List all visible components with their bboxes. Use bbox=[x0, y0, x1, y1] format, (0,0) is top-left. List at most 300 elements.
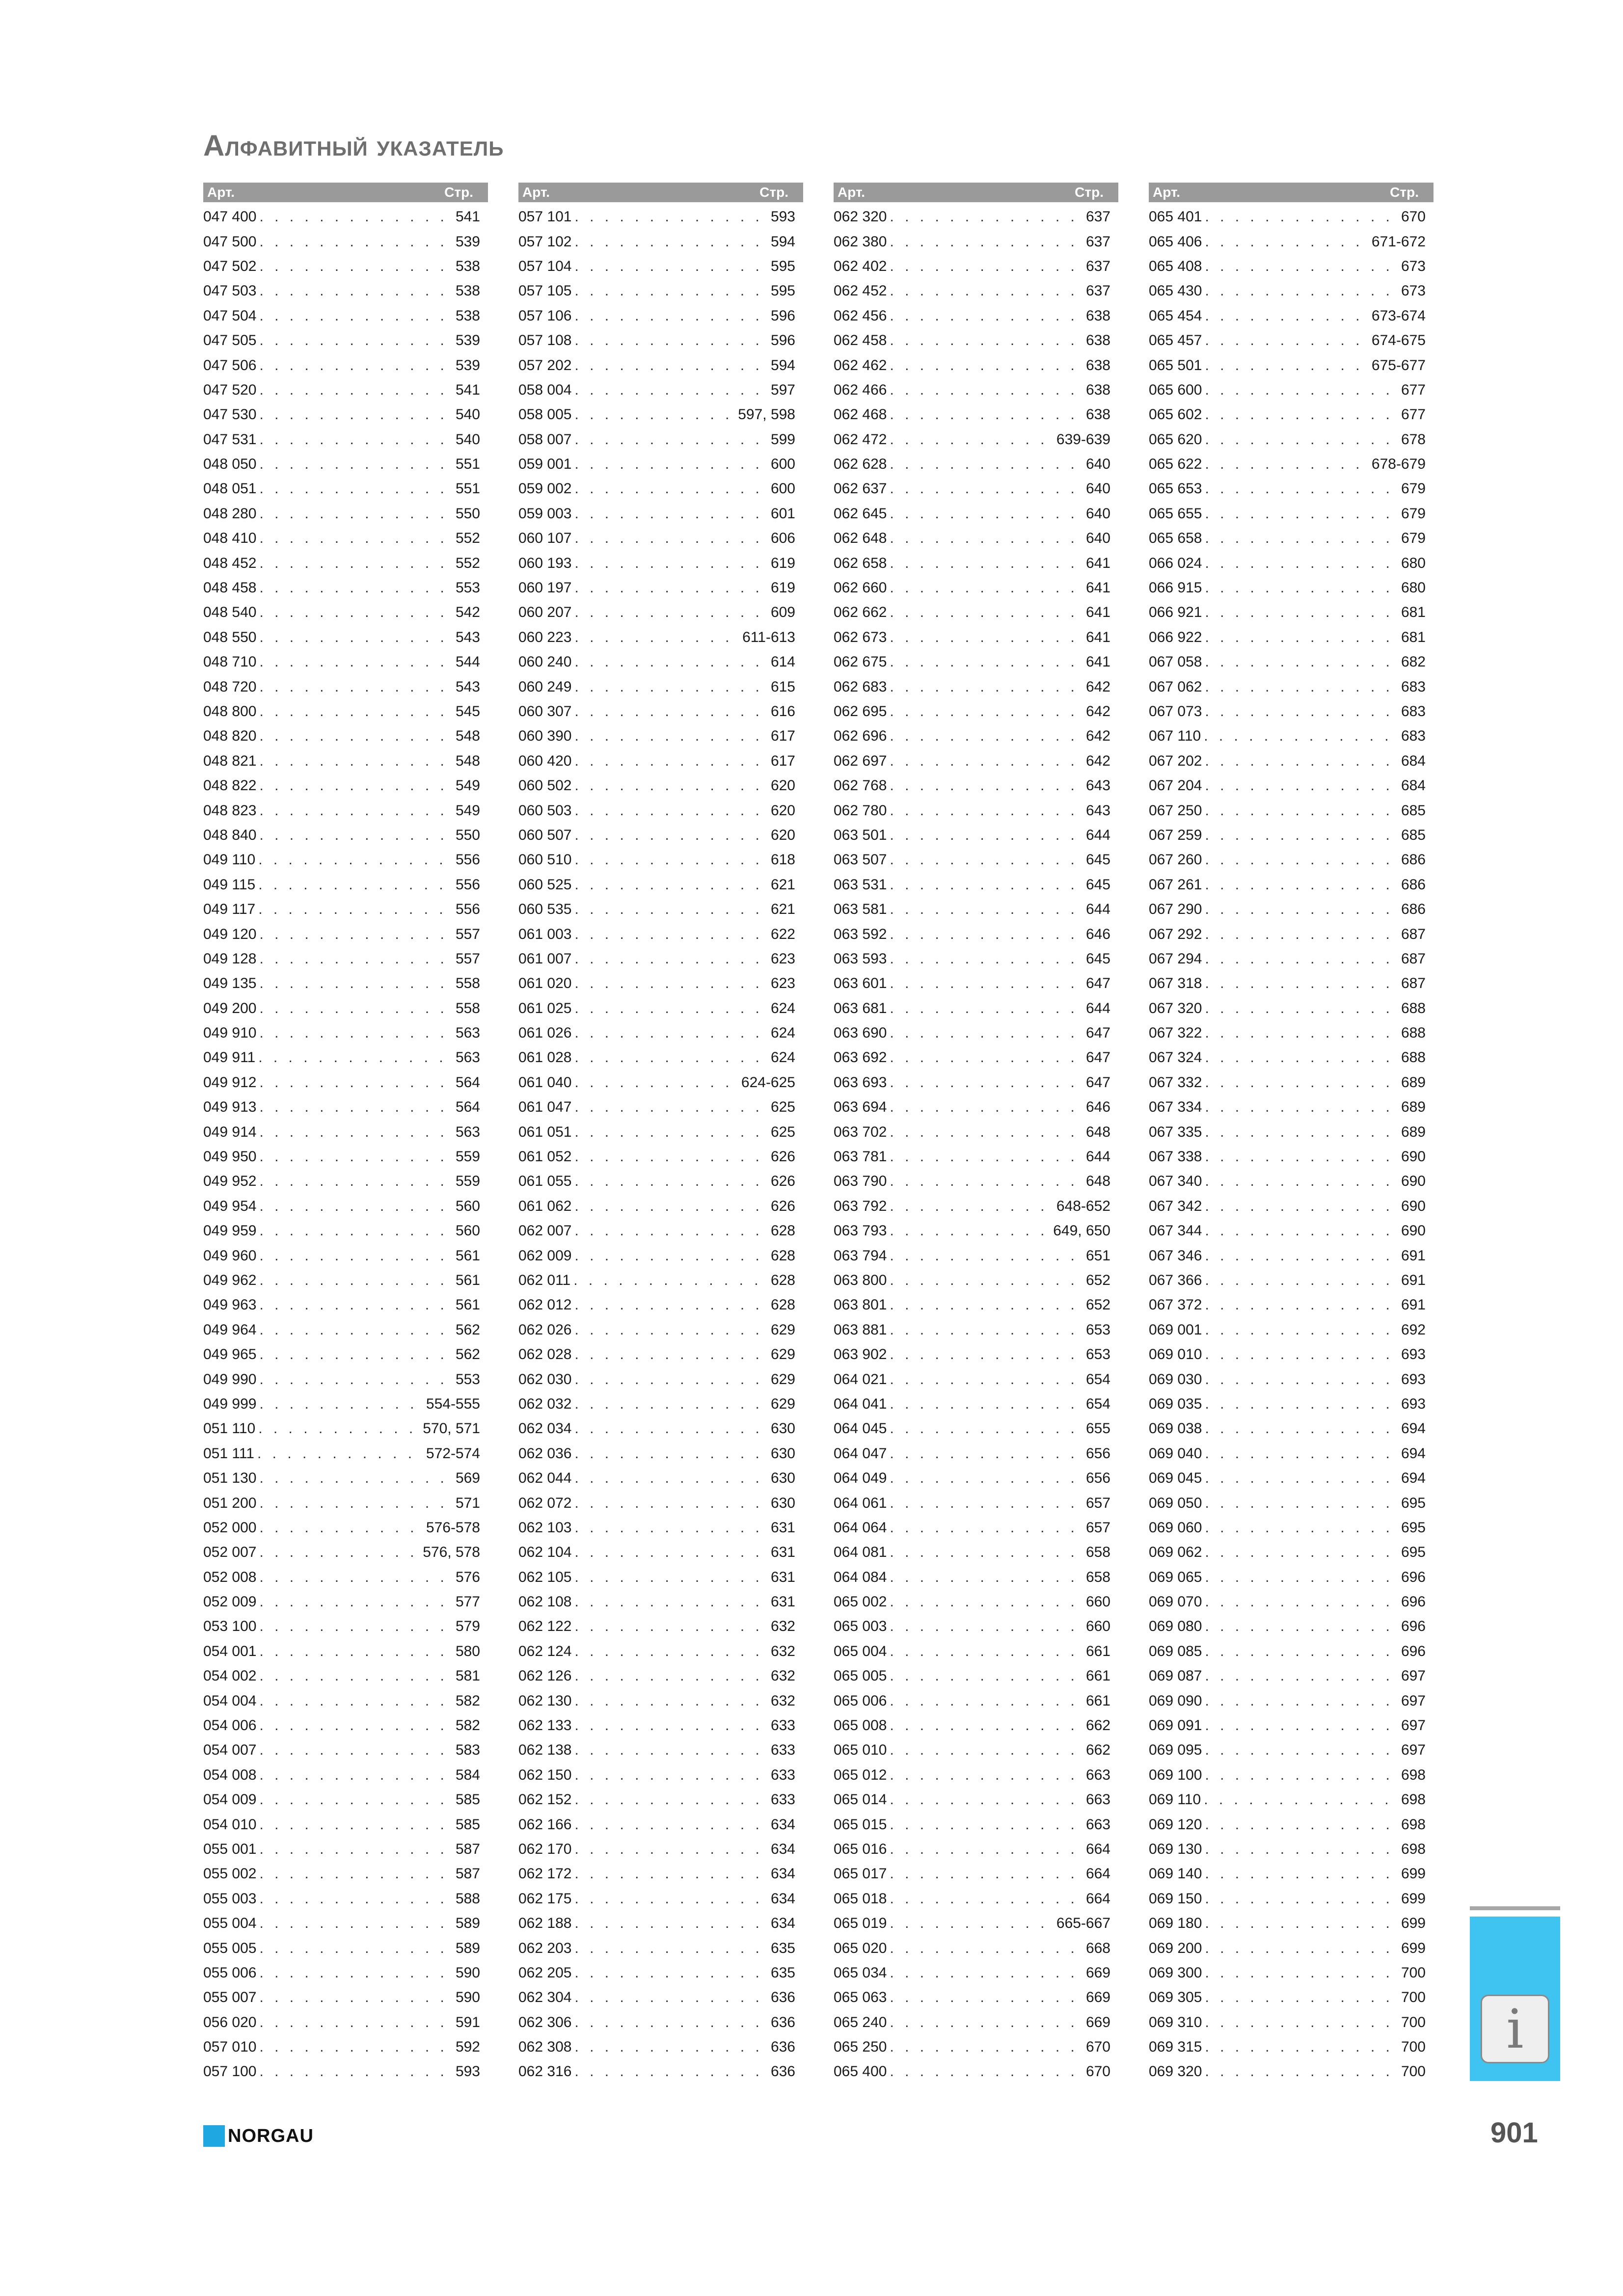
leader-dots bbox=[1205, 777, 1398, 794]
leader-dots bbox=[890, 877, 1082, 893]
page-reference: 638 bbox=[1085, 381, 1110, 398]
article-number: 062 472 bbox=[834, 431, 887, 448]
page-reference: 693 bbox=[1401, 1346, 1426, 1363]
article-number: 060 525 bbox=[518, 876, 572, 893]
article-number: 062 026 bbox=[518, 1321, 572, 1338]
leader-dots bbox=[1205, 1470, 1398, 1487]
leader-dots bbox=[1205, 753, 1398, 770]
article-number: 067 338 bbox=[1149, 1148, 1202, 1165]
leader-dots bbox=[259, 1965, 452, 1981]
leader-dots bbox=[259, 1198, 452, 1215]
leader-dots bbox=[1205, 555, 1398, 572]
index-entry bbox=[1149, 1887, 1434, 1911]
page-reference: 679 bbox=[1401, 505, 1426, 522]
leader-dots bbox=[1205, 1049, 1398, 1066]
leader-dots bbox=[890, 1371, 1082, 1388]
index-entry bbox=[518, 1788, 803, 1812]
index-entry bbox=[834, 922, 1118, 946]
index-entry bbox=[834, 328, 1118, 353]
leader-dots bbox=[574, 2063, 767, 2080]
article-number: 067 340 bbox=[1149, 1173, 1202, 1190]
index-entry bbox=[518, 1243, 803, 1268]
leader-dots bbox=[259, 1989, 452, 2006]
index-entry bbox=[834, 229, 1118, 254]
index-entry bbox=[203, 1095, 488, 1120]
article-number: 061 051 bbox=[518, 1123, 572, 1140]
article-number: 067 322 bbox=[1149, 1025, 1202, 1041]
leader-dots bbox=[258, 852, 453, 868]
leader-dots bbox=[890, 975, 1082, 992]
leader-dots bbox=[890, 1668, 1082, 1684]
leader-dots bbox=[890, 1470, 1082, 1487]
index-entry bbox=[1149, 1293, 1434, 1317]
index-entry bbox=[518, 1466, 803, 1491]
page-reference: 597, 598 bbox=[738, 406, 795, 423]
leader-dots bbox=[259, 2039, 452, 2056]
index-entry bbox=[518, 1045, 803, 1070]
index-entry bbox=[1149, 1169, 1434, 1194]
article-number: 049 963 bbox=[203, 1297, 257, 1313]
index-entry bbox=[1149, 1342, 1434, 1367]
index-entry bbox=[518, 1887, 803, 1911]
index-entry bbox=[518, 1318, 803, 1342]
index-entry bbox=[1149, 1713, 1434, 1738]
page-reference: 576-578 bbox=[426, 1519, 480, 1536]
article-number: 065 406 bbox=[1149, 233, 1202, 250]
leader-dots bbox=[1205, 1767, 1398, 1784]
leader-dots bbox=[259, 1569, 452, 1586]
article-number: 048 820 bbox=[203, 728, 257, 745]
page-reference: 680 bbox=[1401, 580, 1426, 596]
article-number: 059 002 bbox=[518, 481, 572, 497]
article-number: 064 047 bbox=[834, 1445, 887, 1462]
index-entry bbox=[203, 1887, 488, 1911]
index-entry bbox=[834, 1070, 1118, 1095]
page-reference: 629 bbox=[770, 1321, 795, 1338]
index-entry bbox=[834, 1466, 1118, 1491]
index-entry bbox=[1149, 2059, 1434, 2084]
index-entry bbox=[1149, 2035, 1434, 2059]
index-entry bbox=[1149, 526, 1434, 551]
index-entry bbox=[203, 1342, 488, 1367]
article-number: 062 308 bbox=[518, 2039, 572, 2056]
leader-dots bbox=[1205, 1272, 1398, 1289]
index-entry bbox=[518, 1664, 803, 1688]
page-reference: 544 bbox=[455, 654, 480, 670]
page-reference: 690 bbox=[1401, 1198, 1426, 1214]
article-number: 065 015 bbox=[834, 1816, 887, 1833]
page-reference: 694 bbox=[1401, 1420, 1426, 1437]
leader-dots bbox=[890, 1297, 1082, 1313]
leader-dots bbox=[1205, 629, 1398, 646]
index-entry bbox=[834, 205, 1118, 229]
index-entry bbox=[518, 2035, 803, 2059]
index-entry bbox=[834, 600, 1118, 625]
article-number: 048 540 bbox=[203, 604, 257, 621]
index-entry bbox=[1149, 749, 1434, 774]
index-entry bbox=[203, 1837, 488, 1862]
article-number: 069 300 bbox=[1149, 1964, 1202, 1981]
index-entry bbox=[834, 1194, 1118, 1219]
index-entry bbox=[203, 1416, 488, 1441]
article-number: 067 250 bbox=[1149, 802, 1202, 819]
leader-dots bbox=[574, 506, 767, 522]
page-reference: 684 bbox=[1401, 777, 1426, 794]
leader-dots bbox=[1205, 2014, 1398, 2031]
page-reference: 644 bbox=[1085, 1000, 1110, 1016]
index-entry bbox=[518, 1367, 803, 1391]
article-number: 049 200 bbox=[203, 1000, 257, 1016]
leader-dots bbox=[574, 1445, 767, 1462]
article-number: 063 692 bbox=[834, 1049, 887, 1066]
leader-dots bbox=[259, 1000, 452, 1017]
page-reference: 539 bbox=[455, 357, 480, 374]
page-reference: 593 bbox=[455, 2063, 480, 2080]
index-entry bbox=[834, 1540, 1118, 1565]
index-entry bbox=[834, 1713, 1118, 1738]
leader-dots bbox=[574, 456, 767, 473]
leader-dots bbox=[1205, 234, 1368, 250]
page-reference: 588 bbox=[455, 1890, 480, 1907]
header-page: Стр. bbox=[1075, 185, 1104, 200]
leader-dots bbox=[890, 1866, 1082, 1882]
leader-dots bbox=[890, 332, 1082, 349]
article-number: 062 172 bbox=[518, 1866, 572, 1882]
leader-dots bbox=[890, 1445, 1082, 1462]
leader-dots bbox=[890, 1074, 1082, 1091]
index-entry bbox=[834, 279, 1118, 303]
page-reference: 635 bbox=[770, 1964, 795, 1981]
page-reference: 640 bbox=[1085, 481, 1110, 497]
page-reference: 640 bbox=[1085, 456, 1110, 473]
article-number: 047 505 bbox=[203, 332, 257, 349]
index-entry bbox=[203, 971, 488, 996]
page-reference: 541 bbox=[455, 381, 480, 398]
index-entry bbox=[203, 1516, 488, 1540]
article-number: 054 009 bbox=[203, 1791, 257, 1808]
article-number: 063 881 bbox=[834, 1321, 887, 1338]
article-number: 048 410 bbox=[203, 530, 257, 547]
article-number: 067 335 bbox=[1149, 1123, 1202, 1140]
page-reference: 660 bbox=[1085, 1594, 1110, 1610]
page-reference: 625 bbox=[770, 1099, 795, 1116]
page-reference: 646 bbox=[1085, 926, 1110, 942]
page-reference: 556 bbox=[455, 901, 480, 918]
article-number: 062 032 bbox=[518, 1395, 572, 1412]
leader-dots bbox=[1205, 1396, 1398, 1413]
article-number: 062 645 bbox=[834, 505, 887, 522]
page-reference: 697 bbox=[1401, 1742, 1426, 1759]
index-entry bbox=[1149, 1318, 1434, 1342]
index-entry bbox=[1149, 1788, 1434, 1812]
article-number: 067 058 bbox=[1149, 654, 1202, 670]
leader-dots bbox=[890, 1272, 1082, 1289]
article-number: 063 601 bbox=[834, 975, 887, 992]
article-number: 057 100 bbox=[203, 2063, 257, 2080]
page-reference: 691 bbox=[1401, 1297, 1426, 1313]
article-number: 058 004 bbox=[518, 381, 572, 398]
page-reference: 636 bbox=[770, 2039, 795, 2056]
leader-dots bbox=[574, 877, 767, 893]
index-entry bbox=[203, 1021, 488, 1045]
index-entry bbox=[1149, 402, 1434, 427]
page-reference: 642 bbox=[1085, 703, 1110, 720]
page-reference: 628 bbox=[770, 1247, 795, 1264]
article-number: 049 914 bbox=[203, 1123, 257, 1140]
leader-dots bbox=[890, 1791, 1082, 1808]
index-entry bbox=[518, 724, 803, 748]
page-reference: 620 bbox=[770, 802, 795, 819]
page-reference: 653 bbox=[1085, 1321, 1110, 1338]
index-entry bbox=[1149, 774, 1434, 798]
article-number: 067 344 bbox=[1149, 1223, 1202, 1239]
index-entry bbox=[518, 1491, 803, 1515]
index-entry bbox=[203, 724, 488, 748]
article-number: 069 035 bbox=[1149, 1395, 1202, 1412]
index-entry bbox=[834, 402, 1118, 427]
index-entry bbox=[518, 402, 803, 427]
article-number: 062 124 bbox=[518, 1643, 572, 1659]
leader-dots bbox=[259, 1495, 452, 1512]
leader-dots bbox=[890, 382, 1082, 399]
leader-dots bbox=[574, 530, 767, 547]
index-entry bbox=[518, 205, 803, 229]
logo-square-icon bbox=[203, 2125, 225, 2147]
page-reference: 655 bbox=[1085, 1420, 1110, 1437]
article-number: 069 001 bbox=[1149, 1321, 1202, 1338]
page-reference: 647 bbox=[1085, 1074, 1110, 1091]
index-entry bbox=[518, 897, 803, 922]
page-reference: 685 bbox=[1401, 827, 1426, 843]
leader-dots bbox=[574, 1371, 767, 1388]
index-entry bbox=[203, 873, 488, 897]
page-reference: 569 bbox=[455, 1470, 480, 1487]
article-number: 060 535 bbox=[518, 901, 572, 918]
index-entry bbox=[834, 1169, 1118, 1194]
leader-dots bbox=[890, 852, 1082, 868]
article-number: 065 408 bbox=[1149, 258, 1202, 274]
article-number: 049 960 bbox=[203, 1247, 257, 1264]
leader-dots bbox=[574, 580, 767, 596]
index-entry bbox=[203, 922, 488, 946]
article-number: 069 070 bbox=[1149, 1594, 1202, 1610]
page-reference: 564 bbox=[455, 1074, 480, 1091]
page-reference: 630 bbox=[770, 1470, 795, 1487]
index-entry bbox=[518, 1145, 803, 1169]
article-number: 054 008 bbox=[203, 1766, 257, 1783]
article-number: 049 110 bbox=[203, 852, 256, 868]
article-number: 049 910 bbox=[203, 1025, 257, 1041]
page-reference: 538 bbox=[455, 258, 480, 274]
leader-dots bbox=[259, 1148, 452, 1165]
index-entry bbox=[1149, 1367, 1434, 1391]
page-reference: 626 bbox=[770, 1198, 795, 1214]
page-reference: 691 bbox=[1401, 1247, 1426, 1264]
page-reference: 644 bbox=[1085, 901, 1110, 918]
article-number: 055 003 bbox=[203, 1890, 257, 1907]
article-number: 051 130 bbox=[203, 1470, 257, 1487]
page-reference: 657 bbox=[1085, 1519, 1110, 1536]
page-reference: 592 bbox=[455, 2039, 480, 2056]
page-reference: 543 bbox=[455, 678, 480, 695]
article-number: 067 318 bbox=[1149, 975, 1202, 992]
leader-dots bbox=[1205, 1520, 1398, 1536]
leader-dots bbox=[890, 1816, 1082, 1833]
leader-dots bbox=[259, 1520, 423, 1536]
leader-dots bbox=[259, 1742, 452, 1759]
index-entry bbox=[203, 452, 488, 477]
page-reference: 643 bbox=[1085, 777, 1110, 794]
index-entry bbox=[834, 1911, 1118, 1936]
article-number: 047 503 bbox=[203, 283, 257, 299]
leader-dots bbox=[574, 258, 767, 275]
leader-dots bbox=[574, 1866, 767, 1882]
article-number: 067 334 bbox=[1149, 1099, 1202, 1116]
leader-dots bbox=[259, 604, 452, 621]
info-icon[interactable] bbox=[1481, 1995, 1549, 2063]
index-entry bbox=[1149, 502, 1434, 526]
index-entry bbox=[203, 1145, 488, 1169]
page-reference: 549 bbox=[455, 802, 480, 819]
index-rows bbox=[834, 205, 1118, 2084]
leader-dots bbox=[890, 753, 1082, 770]
article-number: 069 062 bbox=[1149, 1544, 1202, 1561]
index-entry bbox=[203, 1392, 488, 1416]
index-entry bbox=[518, 1416, 803, 1441]
page-reference: 696 bbox=[1401, 1594, 1426, 1610]
index-entry bbox=[203, 1738, 488, 1762]
article-number: 062 175 bbox=[518, 1890, 572, 1907]
article-number: 067 342 bbox=[1149, 1198, 1202, 1214]
index-entry bbox=[518, 1070, 803, 1095]
index-entry bbox=[1149, 1985, 1434, 2010]
index-entry bbox=[518, 1565, 803, 1589]
page-reference: 609 bbox=[770, 604, 795, 621]
leader-dots bbox=[890, 209, 1082, 225]
article-number: 067 290 bbox=[1149, 901, 1202, 918]
index-entry bbox=[518, 254, 803, 279]
index-entry bbox=[1149, 1491, 1434, 1515]
leader-dots bbox=[890, 654, 1082, 670]
article-number: 062 468 bbox=[834, 406, 887, 423]
brand-name: NORGAU bbox=[228, 2125, 314, 2146]
article-number: 062 036 bbox=[518, 1445, 572, 1462]
index-entry bbox=[518, 279, 803, 303]
page-reference: 583 bbox=[455, 1742, 480, 1759]
index-entry bbox=[1149, 427, 1434, 452]
page-reference: 558 bbox=[455, 1000, 480, 1016]
article-number: 069 130 bbox=[1149, 1841, 1202, 1857]
leader-dots bbox=[1205, 1148, 1398, 1165]
leader-dots bbox=[574, 1816, 767, 1833]
page-reference: 699 bbox=[1401, 1866, 1426, 1882]
leader-dots bbox=[259, 1668, 452, 1684]
leader-dots bbox=[890, 357, 1082, 374]
page-reference: 587 bbox=[455, 1841, 480, 1857]
index-entry bbox=[834, 1491, 1118, 1515]
leader-dots bbox=[259, 431, 452, 448]
page-reference: 596 bbox=[770, 332, 795, 349]
leader-dots bbox=[1205, 975, 1398, 992]
article-number: 049 135 bbox=[203, 975, 257, 992]
article-number: 055 006 bbox=[203, 1964, 257, 1981]
index-entry bbox=[1149, 724, 1434, 748]
page-reference: 632 bbox=[770, 1668, 795, 1684]
page-reference: 634 bbox=[770, 1890, 795, 1907]
article-number: 061 052 bbox=[518, 1148, 572, 1165]
index-rows bbox=[203, 205, 488, 2084]
page-reference: 541 bbox=[455, 209, 480, 225]
page-reference: 697 bbox=[1401, 1717, 1426, 1734]
article-number: 069 180 bbox=[1149, 1915, 1202, 1932]
leader-dots bbox=[890, 234, 1082, 250]
index-entry bbox=[1149, 254, 1434, 279]
article-number: 064 049 bbox=[834, 1470, 887, 1487]
index-entry bbox=[518, 526, 803, 551]
article-number: 054 001 bbox=[203, 1643, 257, 1659]
article-number: 062 030 bbox=[518, 1371, 572, 1388]
article-number: 048 458 bbox=[203, 580, 257, 596]
leader-dots bbox=[574, 1717, 767, 1734]
article-number: 062 462 bbox=[834, 357, 887, 374]
leader-dots bbox=[890, 1594, 1082, 1610]
article-number: 054 010 bbox=[203, 1816, 257, 1833]
column-header bbox=[518, 183, 803, 202]
leader-dots bbox=[574, 604, 767, 621]
leader-dots bbox=[259, 1223, 452, 1239]
leader-dots bbox=[890, 283, 1082, 299]
index-entry bbox=[518, 1985, 803, 2010]
page-reference: 669 bbox=[1085, 2014, 1110, 2030]
index-entry bbox=[518, 1268, 803, 1293]
page-reference: 564 bbox=[455, 1099, 480, 1116]
page-reference: 557 bbox=[455, 926, 480, 942]
leader-dots bbox=[259, 1767, 452, 1784]
leader-dots bbox=[890, 2063, 1082, 2080]
page-reference: 621 bbox=[770, 876, 795, 893]
index-entry bbox=[834, 477, 1118, 501]
index-entry bbox=[1149, 971, 1434, 996]
page-reference: 648 bbox=[1085, 1123, 1110, 1140]
index-entry bbox=[1149, 1194, 1434, 1219]
index-entry bbox=[203, 600, 488, 625]
index-entry bbox=[834, 304, 1118, 328]
article-number: 048 051 bbox=[203, 481, 257, 497]
index-entry bbox=[203, 427, 488, 452]
leader-dots bbox=[890, 1693, 1082, 1709]
article-number: 047 520 bbox=[203, 381, 257, 398]
article-number: 060 249 bbox=[518, 678, 572, 695]
page-reference: 700 bbox=[1401, 1964, 1426, 1981]
index-entry bbox=[518, 947, 803, 971]
index-entry bbox=[518, 650, 803, 674]
leader-dots bbox=[1205, 926, 1398, 943]
page-reference: 664 bbox=[1085, 1866, 1110, 1882]
leader-dots bbox=[574, 1025, 767, 1041]
index-entry bbox=[203, 1367, 488, 1391]
leader-dots bbox=[259, 506, 452, 522]
page-reference: 559 bbox=[455, 1173, 480, 1190]
index-entry bbox=[203, 749, 488, 774]
index-entry bbox=[834, 1342, 1118, 1367]
index-entry bbox=[518, 1936, 803, 1960]
page-reference: 637 bbox=[1085, 283, 1110, 299]
page-reference: 548 bbox=[455, 728, 480, 745]
leader-dots bbox=[890, 1717, 1082, 1734]
leader-dots bbox=[574, 1396, 767, 1413]
page-reference: 576, 578 bbox=[423, 1544, 480, 1561]
leader-dots bbox=[574, 1074, 738, 1091]
